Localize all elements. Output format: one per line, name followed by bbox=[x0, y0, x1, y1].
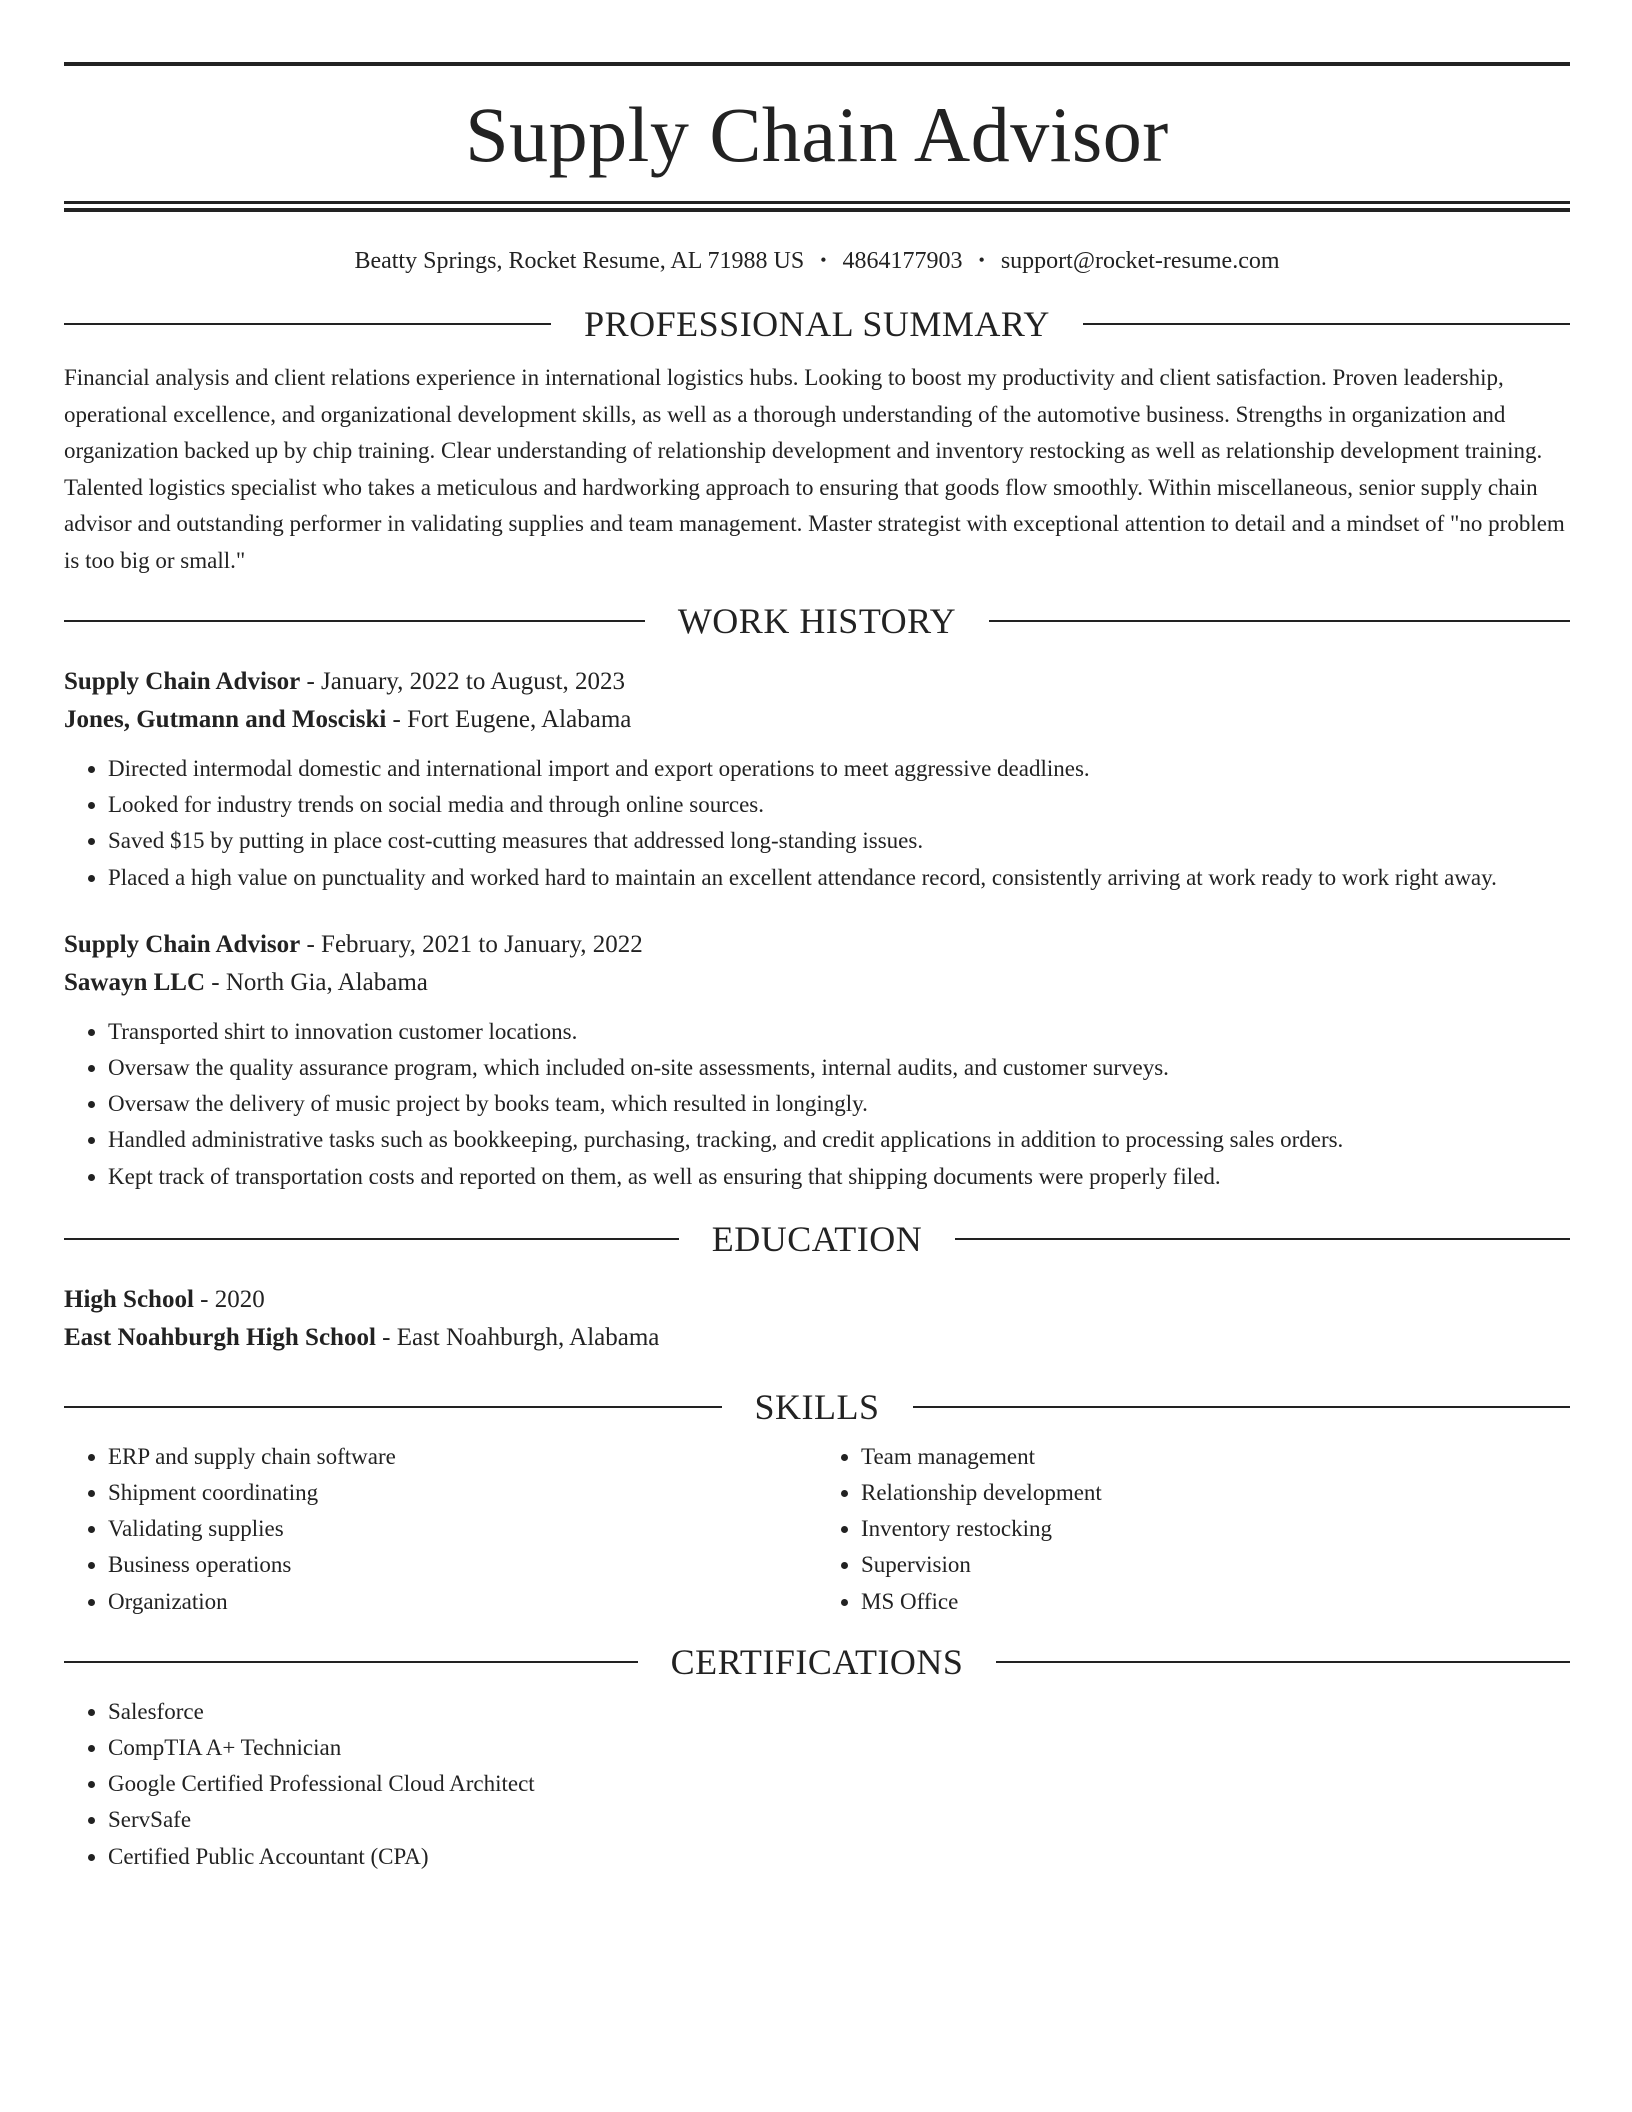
education-school-line bbox=[64, 1319, 1570, 1357]
resume-page bbox=[64, 62, 1570, 1875]
heading-rule bbox=[996, 1661, 1570, 1663]
resume-name: Supply Chain Advisor bbox=[465, 91, 1169, 178]
section-title: SKILLS bbox=[754, 1386, 880, 1427]
education-entry bbox=[64, 1281, 1570, 1357]
top-rule bbox=[64, 62, 1570, 66]
heading-rule bbox=[64, 1406, 722, 1408]
contact-separator: • bbox=[978, 250, 985, 270]
list-item: • Transported shirt to innovation customer locations. bbox=[108, 1014, 1570, 1050]
list-item: • Google Certified Professional Cloud Architect bbox=[108, 1766, 1570, 1802]
job-title-line bbox=[64, 663, 1570, 701]
list-item: • MS Office bbox=[861, 1584, 1570, 1620]
education-degree: High School bbox=[64, 1285, 194, 1313]
education-year: - 2020 bbox=[193, 1285, 265, 1313]
certifications-list bbox=[64, 1694, 1570, 1875]
heading-rule bbox=[64, 1661, 638, 1663]
job-company-line bbox=[64, 701, 1570, 739]
list-item: • CompTIA A+ Technician bbox=[108, 1730, 1570, 1766]
education-degree-line bbox=[64, 1281, 1570, 1319]
job-location: - North Gia, Alabama bbox=[205, 968, 428, 996]
job-company: Sawayn LLC bbox=[64, 968, 206, 996]
job-bullets bbox=[64, 751, 1570, 896]
heading-rule bbox=[989, 620, 1570, 622]
list-item: • Organization bbox=[108, 1584, 817, 1620]
list-item: • Salesforce bbox=[108, 1694, 1570, 1730]
section-title: WORK HISTORY bbox=[677, 601, 957, 641]
heading-rule bbox=[955, 1238, 1570, 1240]
section-heading-skills bbox=[64, 1385, 1570, 1429]
list-item: • Certified Public Accountant (CPA) bbox=[108, 1839, 1570, 1875]
list-item: • Kept track of transportation costs and reported on them, as well as ensuring that shipping documents were properly filed. bbox=[108, 1159, 1570, 1195]
list-item: • Supervision bbox=[861, 1547, 1570, 1583]
job-location: - Fort Eugene, Alabama bbox=[386, 706, 632, 733]
contact-line bbox=[64, 244, 1570, 277]
skills-list-right bbox=[817, 1439, 1570, 1620]
double-rule bbox=[64, 201, 1570, 204]
skills-list-left bbox=[64, 1439, 817, 1620]
list-item: • Oversaw the quality assurance program, which included on-site assessments, internal audits, and customer surveys. bbox=[108, 1050, 1570, 1086]
education-location: - East Noahburgh, Alabama bbox=[375, 1323, 660, 1351]
job-title: Supply Chain Advisor bbox=[64, 930, 301, 958]
section-heading-education bbox=[64, 1217, 1570, 1261]
certifications bbox=[64, 1694, 1570, 1875]
list-item: • Directed intermodal domestic and international import and export operations to meet aggressive deadlines. bbox=[108, 751, 1570, 787]
section-title: EDUCATION bbox=[711, 1218, 923, 1259]
contact-separator: • bbox=[820, 250, 827, 270]
section-heading-summary bbox=[64, 302, 1570, 346]
heading-rule bbox=[913, 1406, 1571, 1408]
job-entry bbox=[64, 926, 1570, 1195]
list-item: • Team management bbox=[861, 1439, 1570, 1475]
job-entry bbox=[64, 663, 1570, 896]
contact-email: support@rocket-resume.com bbox=[1000, 248, 1280, 274]
list-item: • ServSafe bbox=[108, 1802, 1570, 1838]
section-heading-certifications bbox=[64, 1640, 1570, 1684]
list-item: • Handled administrative tasks such as bookkeeping, purchasing, tracking, and credit applications in addition to processing sales orders. bbox=[108, 1122, 1570, 1158]
job-bullets bbox=[64, 1014, 1570, 1195]
list-item: • Business operations bbox=[108, 1547, 817, 1583]
section-title: PROFESSIONAL SUMMARY bbox=[584, 304, 1050, 344]
list-item: • Shipment coordinating bbox=[108, 1475, 817, 1511]
job-company-line bbox=[64, 964, 1570, 1002]
list-item: • Inventory restocking bbox=[861, 1511, 1570, 1547]
heading-rule bbox=[64, 1238, 679, 1240]
list-item: • ERP and supply chain software bbox=[108, 1439, 817, 1475]
section-heading-work bbox=[64, 599, 1570, 643]
list-item: • Placed a high value on punctuality and worked hard to maintain an excellent attendance record, consistently arriving at work ready to work right away. bbox=[108, 860, 1570, 896]
contact-address: Beatty Springs, Rocket Resume, AL 71988 US bbox=[354, 248, 805, 274]
education-school: East Noahburgh High School bbox=[64, 1323, 376, 1351]
job-company: Jones, Gutmann and Mosciski bbox=[64, 706, 387, 733]
job-title: Supply Chain Advisor bbox=[64, 668, 301, 695]
heading-rule bbox=[1083, 323, 1570, 325]
skills-columns bbox=[64, 1439, 1570, 1620]
contact-phone: 4864177903 bbox=[842, 248, 963, 274]
job-title-line bbox=[64, 926, 1570, 964]
list-item: • Saved $15 by putting in place cost-cutting measures that addressed long-standing issues. bbox=[108, 823, 1570, 859]
section-title: CERTIFICATIONS bbox=[670, 1641, 964, 1682]
summary-text: Financial analysis and client relations experience in international logistics hubs. Looking to boost my productivity and client satisfaction. Proven leadership, operational excellence, and organizational development skills, as well as a thorough understanding of the automotive business. Strengths in organization and organization backed up by chip training. Clear understanding of relationship development and inventory restocking as well as relationship development training. Talented logistics specialist who takes a meticulous and hardworking approach to ensuring that goods flow smoothly. Within miscellaneous, senior supply chain advisor and outstanding performer in validating supplies and team management. Master strategist with exceptional attention to detail and a mindset of "no problem is too big or small." bbox=[64, 365, 1565, 573]
list-item: • Oversaw the delivery of music project by books team, which resulted in longingly. bbox=[108, 1086, 1570, 1122]
heading-rule bbox=[64, 620, 645, 622]
job-dates: - January, 2022 to August, 2023 bbox=[300, 668, 625, 695]
job-dates: - February, 2021 to January, 2022 bbox=[300, 930, 643, 958]
list-item: • Looked for industry trends on social media and through online sources. bbox=[108, 787, 1570, 823]
list-item: • Relationship development bbox=[861, 1475, 1570, 1511]
heading-rule bbox=[64, 323, 551, 325]
list-item: • Validating supplies bbox=[108, 1511, 817, 1547]
